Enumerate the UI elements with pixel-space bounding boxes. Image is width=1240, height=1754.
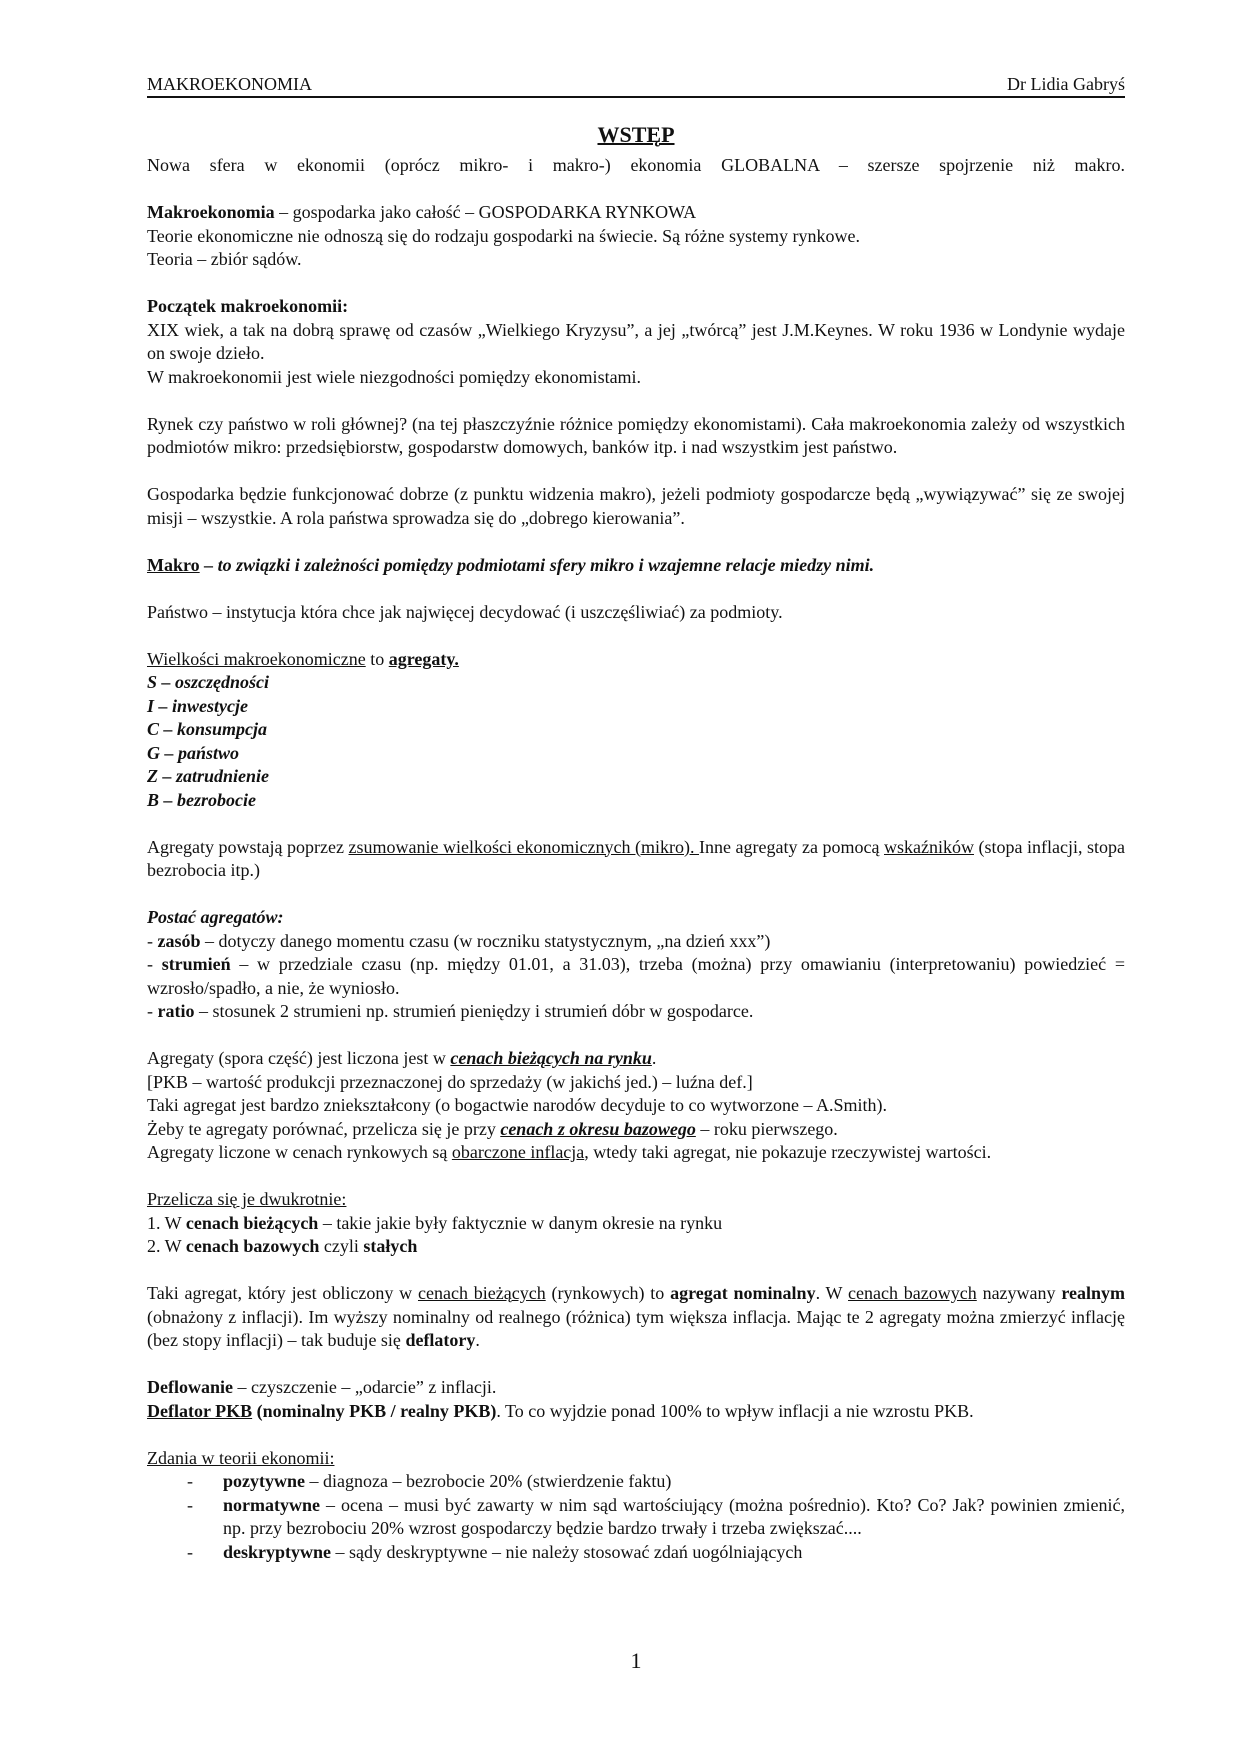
prices-line-3: Taki agregat jest bardzo zniekształcony (o bogactwie narodów decyduje to co wytworzone – A.Smith). bbox=[147, 1095, 888, 1115]
twice-heading bbox=[147, 1188, 1125, 1212]
prices-l4-emph: cenach z okresu bazowego bbox=[500, 1118, 696, 1139]
sentence-term: deskryptywne bbox=[223, 1541, 332, 1562]
forms-heading bbox=[147, 906, 1125, 930]
form-item bbox=[147, 930, 1125, 954]
nominal-bold-1: agregat nominalny bbox=[670, 1283, 816, 1303]
prices-l1-end: . bbox=[651, 1048, 657, 1068]
ao-text-2: Inne agregaty za pomocą bbox=[699, 836, 884, 857]
deflator-term: Deflator PKB bbox=[147, 1400, 253, 1421]
deflation-term: Deflowanie bbox=[147, 1377, 233, 1397]
sentences-heading-text: Zdania w teorii ekonomii: bbox=[147, 1447, 335, 1468]
prices-l5-underlined: obarczone inflacja bbox=[451, 1142, 585, 1162]
header-author: Dr Lidia Gabryś bbox=[1007, 74, 1125, 94]
form-item-term: strumień bbox=[161, 954, 231, 974]
twice-item-2-mid: czyli bbox=[319, 1236, 364, 1256]
nominal-paragraph bbox=[147, 1282, 1125, 1353]
sentence-item bbox=[147, 1541, 1125, 1565]
ao-underlined-1: zsumowanie wielkości ekonomicznych (mikro). bbox=[348, 836, 699, 857]
aggregates-intro-mid: to bbox=[365, 648, 389, 669]
sentence-item bbox=[147, 1494, 1125, 1541]
makro-def-text: – gospodarka jako całość – GOSPODARKA RYNKOWA bbox=[274, 202, 697, 222]
market-state-paragraph: Rynek czy państwo w roli głównej? (na tej płaszczyźnie różnice pomiędzy ekonomistami). Cała makroekonomia zależy od wszystkich podmiotów mikro: przedsiębiorstw, gospodarstw domowych, banków itp. i nad wszystkim jest państwo. bbox=[147, 413, 1125, 457]
ao-text-3: (stopa inflacji, stopa bezrobocia itp.) bbox=[147, 836, 1126, 880]
form-item-text: – w przedziale czasu (np. między 01.01, a 31.03), trzeba (można) przy omawianiu (interpretowaniu) powiedzieć = wzrosło/spadło, a nie, że wyniosło. bbox=[147, 954, 1125, 998]
form-item-prefix: - bbox=[147, 954, 162, 974]
form-item bbox=[147, 1000, 1125, 1024]
prices-l5-text: Agregaty liczone w cenach rynkowych są bbox=[147, 1142, 452, 1162]
deflation-line bbox=[147, 1376, 1125, 1400]
sentence-item bbox=[147, 1470, 1125, 1494]
document-body bbox=[147, 154, 1125, 1564]
prices-l1-emph: cenach bieżących na rynku bbox=[450, 1048, 652, 1068]
title-text: WSTĘP bbox=[597, 122, 675, 147]
aggregate-item: I – inwestycje bbox=[147, 695, 248, 716]
twice-item-2-num: 2. W bbox=[147, 1236, 186, 1256]
aggregates-term: agregaty. bbox=[388, 648, 459, 669]
aggregates-origin-paragraph bbox=[147, 836, 1125, 883]
bullet-dash: - bbox=[187, 1541, 193, 1562]
nominal-text-d: nazywany bbox=[976, 1283, 1062, 1303]
intro-paragraph: Nowa sfera w ekonomii (oprócz mikro- i makro-) ekonomia GLOBALNA – szersze spojrzenie niż makro. bbox=[147, 155, 1125, 175]
deflator-formula: (nominalny PKB / realny PKB) bbox=[252, 1400, 497, 1421]
prices-line-5 bbox=[147, 1141, 1125, 1165]
nominal-bold-2: realnym bbox=[1061, 1283, 1126, 1303]
page-number: 1 bbox=[630, 1648, 642, 1673]
form-item-prefix: - bbox=[147, 930, 158, 951]
bullet-dash: - bbox=[187, 1471, 193, 1491]
twice-item-1 bbox=[147, 1212, 1125, 1236]
sentence-text: – diagnoza – bezrobocie 20% (stwierdzenie faktu) bbox=[305, 1471, 672, 1491]
prices-line-1 bbox=[147, 1047, 1125, 1071]
prices-l1-text: Agregaty (spora część) jest liczona jest w bbox=[147, 1048, 451, 1068]
prices-line-2: [PKB – wartość produkcji przeznaczonej do sprzedaży (w jakichś jed.) – luźna def.] bbox=[147, 1071, 753, 1092]
twice-heading-text: Przelicza się je dwukrotnie: bbox=[147, 1189, 347, 1209]
nominal-text-b: (rynkowych) to bbox=[545, 1283, 671, 1303]
page-header bbox=[147, 72, 1125, 98]
nominal-text-e: (obnażony z inflacji). Im wyższy nominalny od realnego (różnica) tym większa inflacja. Mając te 2 agregaty można zmierzyć inflację (bez stopy inflacji) – tak buduje się bbox=[147, 1306, 1125, 1350]
aggregates-intro-underlined: Wielkości makroekonomiczne bbox=[147, 648, 366, 669]
makro-short-definition bbox=[147, 554, 1125, 578]
twice-item-1-num: 1. W bbox=[147, 1212, 186, 1233]
origin-heading-text: Początek makroekonomii: bbox=[147, 296, 349, 316]
aggregate-item: Z – zatrudnienie bbox=[147, 766, 270, 786]
aggregates-intro bbox=[147, 648, 1125, 672]
origin-line-3: W makroekonomii jest wiele niezgodności pomiędzy ekonomistami. bbox=[147, 366, 642, 387]
aggregate-item: B – bezrobocie bbox=[147, 789, 256, 810]
form-item-text: – stosunek 2 strumieni np. strumień pieniędzy i strumień dóbr w gospodarce. bbox=[194, 1001, 754, 1021]
prices-line-4 bbox=[147, 1118, 1125, 1142]
nominal-text-f: . bbox=[475, 1330, 480, 1350]
aggregate-item: S – oszczędności bbox=[147, 672, 270, 692]
deflator-line bbox=[147, 1400, 1125, 1424]
deflator-text: . To co wyjdzie ponad 100% to wpływ inflacji a nie wzrostu PKB. bbox=[496, 1400, 974, 1421]
twice-item-2-term2: stałych bbox=[363, 1236, 418, 1256]
nominal-bold-3: deflatory bbox=[405, 1330, 476, 1350]
makro-line-2: Teorie ekonomiczne nie odnoszą się do rodzaju gospodarki na świecie. Są różne systemy rynkowe. bbox=[147, 225, 861, 246]
makro-term: Makroekonomia bbox=[147, 202, 275, 222]
prices-l4-text: Żeby te agregaty porównać, przelicza się je przy bbox=[147, 1118, 501, 1139]
form-item-term: zasób bbox=[157, 930, 201, 951]
form-item bbox=[147, 953, 1125, 1000]
prices-l5-end: , wtedy taki agregat, nie pokazuje rzeczywistej wartości. bbox=[584, 1142, 992, 1162]
form-item-text: – dotyczy danego momentu czasu (w roczniku statystycznym, „na dzień xxx”) bbox=[200, 930, 771, 951]
ao-text-1: Agregaty powstają poprzez bbox=[147, 836, 349, 857]
nominal-text-a: Taki agregat, który jest obliczony w bbox=[147, 1283, 418, 1303]
nominal-text-c: . W bbox=[815, 1283, 849, 1303]
ao-underlined-2: wskaźników bbox=[884, 836, 974, 857]
makro-definition bbox=[147, 201, 1125, 225]
bullet-dash: - bbox=[187, 1494, 193, 1515]
origin-text: XIX wiek, a tak na dobrą sprawę od czasów „Wielkiego Kryzysu”, a jej „twórcą” jest J.M.Keynes. W roku 1936 w Londynie wydaje on swoje dzieło. bbox=[147, 319, 1125, 363]
makro-line-3: Teoria – zbiór sądów. bbox=[147, 249, 302, 269]
sentence-text: – sądy deskryptywne – nie należy stosować zdań uogólniających bbox=[331, 1541, 803, 1562]
header-course-title: MAKROEKONOMIA bbox=[147, 74, 312, 94]
nominal-underlined-2: cenach bazowych bbox=[848, 1283, 977, 1303]
sentences-list bbox=[147, 1470, 1125, 1564]
forms-heading-text: Postać agregatów: bbox=[147, 907, 284, 927]
form-item-prefix: - bbox=[147, 1001, 158, 1021]
page-title bbox=[147, 122, 1125, 148]
sentence-text: – ocena – musi być zawarty w nim sąd wartościujący (można pośrednio). Kto? Co? Jak? powinien zmienić, np. przy bezrobociu 20% wzrost gospodarczy będzie bardzo trwały i trzeba zwiększać.... bbox=[223, 1494, 1125, 1538]
prices-l4-end: – roku pierwszego. bbox=[695, 1118, 838, 1139]
sentence-term: pozytywne bbox=[223, 1471, 305, 1491]
state-definition: Państwo – instytucja która chce jak najwięcej decydować (i uszczęśliwiać) za podmioty. bbox=[147, 601, 783, 622]
nominal-underlined-1: cenach bieżących bbox=[417, 1283, 546, 1303]
twice-item-1-text: – takie jakie były faktycznie w danym okresie na rynku bbox=[318, 1212, 723, 1233]
origin-heading bbox=[147, 295, 1125, 319]
twice-item-2 bbox=[147, 1235, 1125, 1259]
aggregate-item: G – państwo bbox=[147, 742, 240, 763]
twice-item-2-term: cenach bazowych bbox=[185, 1236, 320, 1256]
economy-paragraph: Gospodarka będzie funkcjonować dobrze (z punktu widzenia makro), jeżeli podmioty gospodarcze będą „wywiązywać” się ze swojej misji – wszystkie. A rola państwa sprowadza się do „dobrego kierowania”. bbox=[147, 484, 1125, 528]
aggregate-item: C – konsumpcja bbox=[147, 719, 268, 739]
sentences-heading bbox=[147, 1447, 1125, 1471]
makro-short-term: Makro bbox=[147, 554, 200, 575]
twice-item-1-term: cenach bieżących bbox=[185, 1212, 319, 1233]
form-item-term: ratio bbox=[157, 1001, 195, 1021]
sentence-term: normatywne bbox=[223, 1494, 320, 1515]
makro-short-def: – to związki i zależności pomiędzy podmiotami sfery mikro i wzajemne relacje miedzy nimi. bbox=[199, 554, 875, 575]
deflation-text: – czyszczenie – „odarcie” z inflacji. bbox=[232, 1377, 497, 1397]
